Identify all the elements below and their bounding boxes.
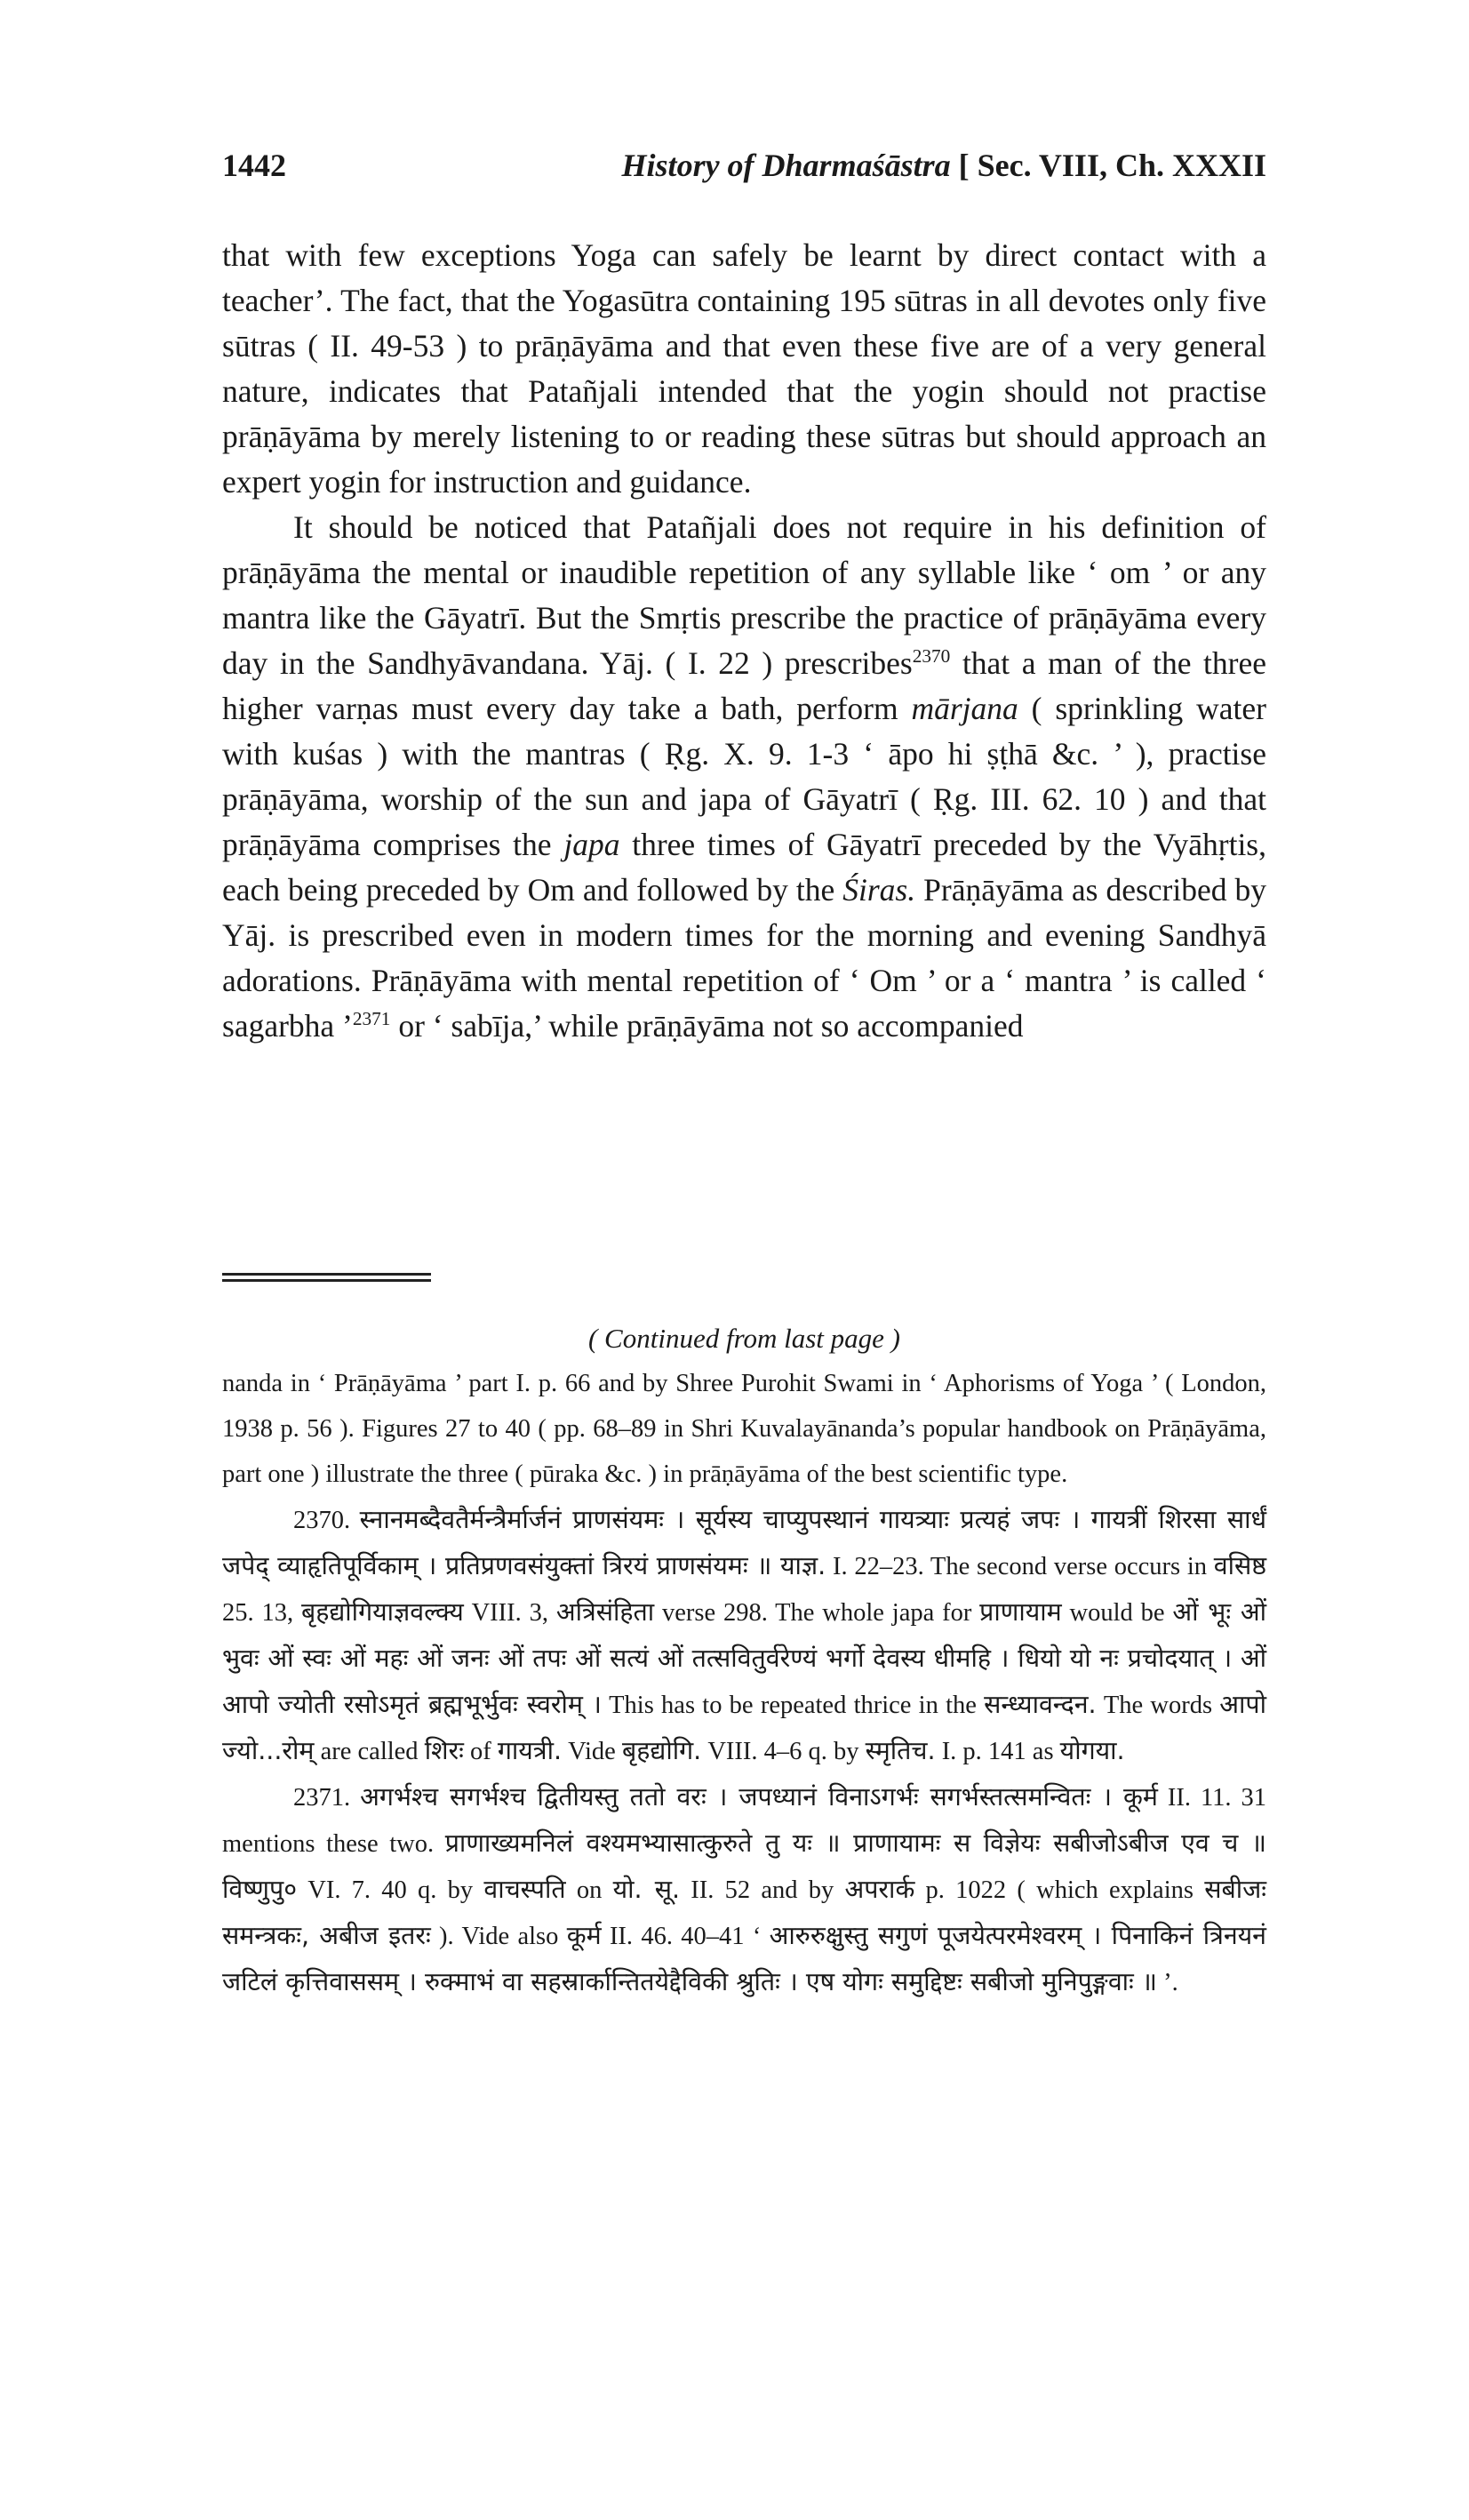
text-run: 25. 13,: [222, 1599, 301, 1627]
text-run: VIII. 3,: [463, 1599, 556, 1627]
footnote-ref-2371: 2371: [352, 1008, 391, 1030]
sanskrit-text: शिरः: [424, 1736, 464, 1765]
text-run: that a man of the three higher varṇas must every day take a bath, perform: [222, 645, 1267, 726]
text-run: verse 298. The whole japa for: [654, 1599, 980, 1627]
text-run: ’.: [1156, 1969, 1178, 1996]
running-title-book: History of Dharmaśāstra: [621, 148, 951, 183]
italic-term: Śiras.: [842, 872, 916, 908]
sanskrit-text: योगया.: [1059, 1736, 1125, 1765]
text-run: I. 22–23. The second verse occurs in: [826, 1553, 1214, 1580]
footnote-number: 2370.: [293, 1507, 351, 1534]
sanskrit-text: आपो ज्यो...रोम्: [222, 1690, 1266, 1765]
sanskrit-text: गायत्री.: [497, 1736, 563, 1765]
text-run: ). Vide also: [430, 1923, 567, 1950]
text-run: three times of Gāyatrī preceded by the Vyāhṛtis, each being preceded by Om and followed by the: [222, 827, 1266, 908]
sanskrit-text: यो. सू.: [612, 1875, 681, 1904]
text-run: II. 52 and by: [680, 1876, 845, 1904]
page-number: 1442: [222, 148, 286, 183]
sanskrit-text: प्राणायाम: [979, 1597, 1062, 1627]
main-text: [222, 233, 1266, 1049]
sanskrit-text: सन्ध्यावन्दन.: [984, 1690, 1097, 1719]
text-run: II. 11. 31 mentions these two.: [222, 1784, 1266, 1858]
text-run: The words: [1096, 1692, 1220, 1719]
sanskrit-text: अत्रिसंहिता: [555, 1597, 655, 1627]
sanskrit-text: आरुरुक्षुस्तु सगुणं पूजयेत्परमेश्वरम् । पिनाकिनं त्रिनयनं जटिलं कृत्तिवाससम् । रुक्माभं वा सहस्रार्कान्तितयेद्दैविकी श्रुतिः । एष योगः समुद्दिष्टः सबीजो मुनिपुङ्गवाः ॥: [222, 1921, 1266, 1996]
sanskrit-text: सबीजः समन्त्रकः, अबीज इतरः: [222, 1875, 1267, 1950]
sanskrit-text: अगर्भश्च सगर्भश्च द्वितीयस्तु ततो वरः । जपध्यानं विनाऽगर्भः सगर्भस्तत्समन्वितः । कूर्म: [360, 1782, 1158, 1812]
text-run: ( sprinkling water with kuśas ) with the mantras ( Ṛg. X. 9. 1-3 ‘ āpo hi ṣṭhā &c. ’ ), practise prāṇāyāma, worship of the sun and japa of Gāyatrī ( Ṛg. III. 62. 10 ) and that prāṇāyāma comprises the: [222, 691, 1267, 862]
footnote-number: 2371.: [293, 1784, 351, 1812]
paragraph-1: that with few exceptions Yoga can safely be learnt by direct contact with a teacher’. The fact, that the Yogasūtra containing 195 sūtras in all devotes only five sūtras ( II. 49-53 ) to prāṇāyāma and that even these five are of a very general nature, indicates that Patañjali intended that the yogin should not practise prāṇāyāma by merely listening to or reading these sūtras but should approach an expert yogin for instruction and guidance.: [222, 237, 1266, 500]
text-run: of: [463, 1738, 498, 1765]
continued-note: ( Continued from last page ): [587, 1323, 901, 1354]
continued-footnote: nanda in ‘ Prāṇāyāma ’ part I. p. 66 and by Shree Purohit Swami in ‘ Aphorisms of Yoga ’ ( London, 1938 p. 56 ). Figures 27 to 40 ( pp. 68–89 in Shri Kuvalayānanda’s popular handbook on Prāṇāyāma, part one ) illustrate the three ( pūraka &c. ) in prāṇāyāma of the best scientific type.: [222, 1370, 1266, 1488]
text-run: I. p. 141 as: [935, 1738, 1060, 1765]
text-run: on: [565, 1876, 613, 1904]
text-run: II. 46. 40–41 ‘: [601, 1923, 770, 1950]
text-run: Vide: [562, 1738, 622, 1765]
text-run: It should be noticed that Patañjali does not require in his definition of prāṇāyāma the mental or inaudible repetition of any syllable like ‘ om ’ or any mantra like the Gāyatrī. But the Smṛtis prescribe the practice of prāṇāyāma every day in the Sandhyāvandana. Yāj. ( I. 22 ) prescribes: [222, 509, 1266, 681]
footnote-rule: [222, 1279, 431, 1282]
footnote-ref-2370: 2370: [912, 645, 951, 668]
sanskrit-text: ओं भूः ओं भुवः ओं स्वः ओं महः ओं जनः ओं तपः ओं सत्यं ओं तत्सवितुर्वरेण्यं भर्गो देवस्य धीमहि । धियो यो नः प्रचोदयात् । ओं आपो ज्योती रसोऽमृतं ब्रह्मभूर्भुवः स्वरोम् ।: [222, 1597, 1266, 1719]
text-run: are called: [314, 1738, 425, 1765]
running-title: [622, 147, 1266, 184]
footnote-2371: [222, 1774, 1266, 2005]
paragraph-2: [222, 505, 1266, 1049]
page-header: [222, 147, 1266, 200]
text-run: would be: [1061, 1599, 1173, 1627]
sanskrit-text: प्राणाख्यमनिलं वश्यमभ्यासात्कुरुते तु यः ॥ प्राणायामः स विज्ञेयः सबीजोऽबीज एव च ॥ विष्णुपु०: [222, 1828, 1266, 1904]
text-run: This has to be repeated thrice in the: [601, 1692, 985, 1719]
italic-term: mārjana: [911, 691, 1018, 726]
footnote-2370: [222, 1497, 1266, 1774]
running-title-section: [ Sec. VIII, Ch. XXXII: [958, 148, 1266, 183]
sanskrit-text: अपरार्क: [844, 1875, 915, 1904]
sanskrit-text: बृहद्योगि.: [621, 1736, 702, 1765]
footnotes: [222, 1316, 1266, 2005]
sanskrit-text: स्नानमब्दैवतैर्मन्त्रैर्मार्जनं प्राणसंयमः । सूर्यस्य चाप्युपस्थानं गायत्र्याः प्रत्यहं जपः । गायत्रीं शिरसा सार्धं जपेद् व्याहृतिपूर्विकाम् । प्रतिप्रणवसंयुक्तां त्रिरयं प्राणसंयमः ॥ याज्ञ.: [222, 1505, 1267, 1580]
text-run: VI. 7. 40 q. by: [297, 1876, 484, 1904]
footnote-rule: [222, 1273, 431, 1276]
italic-term: japa: [563, 827, 620, 862]
sanskrit-text: वसिष्ठ: [1213, 1551, 1266, 1580]
text-run: VIII. 4–6 q. by: [701, 1738, 866, 1765]
text-run: or ‘ sabīja,’ while prāṇāyāma not so accompanied: [390, 1008, 1024, 1044]
sanskrit-text: स्मृतिच.: [865, 1736, 936, 1765]
text-run: Prāṇāyāma as described by Yāj. is prescribed even in modern times for the morning and evening Sandhyā adorations. Prāṇāyāma with mental repetition of ‘ Om ’ or a ‘ mantra ’ is called ‘ sagarbha ’: [222, 872, 1267, 1044]
text-run: p. 1022 ( which explains: [914, 1876, 1205, 1904]
sanskrit-text: वाचस्पति: [483, 1875, 566, 1904]
sanskrit-text: कूर्म: [566, 1921, 602, 1950]
sanskrit-text: बृहद्योगियाज्ञवल्क्य: [300, 1597, 464, 1627]
